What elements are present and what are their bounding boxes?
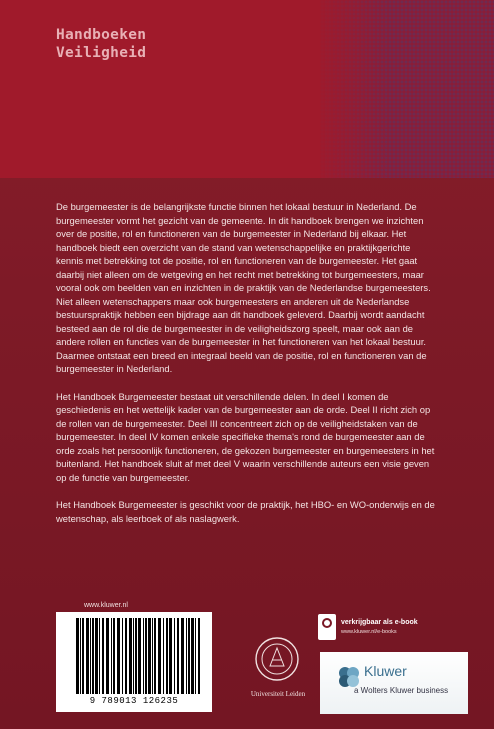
- series-title: [56, 26, 146, 62]
- publisher-tagline: a Wolters Kluwer business: [354, 686, 449, 695]
- ebook-badge: [318, 614, 448, 640]
- barcode: [56, 612, 212, 712]
- ebook-label: verkrijgbaar als e-book: [341, 619, 418, 626]
- paragraph-3: Het Handboek Burgemeester is geschikt voor de praktijk, het HBO- en WO-onderwijs en de wetenschap, als leerboek of als naslagwerk.: [56, 499, 435, 524]
- kluwer-logo-icon: [338, 666, 360, 688]
- isbn-number: 9 789013 126235: [89, 696, 179, 706]
- publisher-logo-box: [320, 652, 468, 714]
- university-seal-icon: [254, 636, 300, 682]
- ebook-url: www.kluwer.nl/e-books: [341, 629, 397, 635]
- back-cover-text: [56, 200, 436, 539]
- university-name: Universiteit Leiden: [250, 690, 306, 698]
- barcode-icon: [76, 618, 202, 694]
- series-title-line1: Handboeken: [56, 27, 147, 43]
- publisher-url: www.kluwer.nl: [84, 602, 128, 609]
- paragraph-2: Het Handboek Burgemeester bestaat uit verschillende delen. In deel I komen de geschiedenis en het wettelijk kader van de burgemeester aan de orde. Deel II richt zich op de rollen van de burgemeester. Deel III concentreert zich op de veiligheidstaken van de burgemeester. In deel IV komen enkele specifieke thema's rond de burgemeester aan de orde zoals het persoonlijk functioneren, de gekozen burgemeester en burgemeesters in het buitenland. Het handboek sluit af met deel V waarin verschillende auteurs een visie geven op de functie van burgemeester.: [56, 390, 435, 483]
- paragraph-1: De burgemeester is de belangrijkste functie binnen het lokaal bestuur in Nederland. De burgemeester vormt het gezicht van de gemeente. In dit handboek brengen we inzichten over de positie, rol en functioneren van de burgemeester in Nederland bij elkaar. Het handboek biedt een overzicht van de stand van wetenschappelijke en praktijkgerichte kennis met betrekking tot de positie, rol en functioneren van de burgemeester. Het gaat daarbij niet alleen om de wetgeving en het recht met betrekking tot burgemeesters, maar vooral ook om beelden van en inzichten in de praktijk van de Nederlandse burgemeesters. Niet alleen wetenschappers maar ook burgemeesters en anderen uit de Nederlandse bestuurspraktijk hebben een bijdrage aan dit handboek geleverd. Daarbij wordt aandacht besteed aan de rol die de burgemeester in de veiligheidszorg speelt, maar ook aan de andere rollen en functies van de burgemeester in het functioneren van het lokaal bestuur. Daarmee ontstaat een breed en integraal beeld van de positie, rol en functioneren van de burgemeester in Nederland.: [56, 201, 431, 374]
- series-title-line2: Veiligheid: [56, 45, 147, 61]
- publisher-name: Kluwer: [364, 663, 407, 679]
- ebook-icon: [318, 614, 336, 640]
- halftone-pattern: [320, 0, 494, 178]
